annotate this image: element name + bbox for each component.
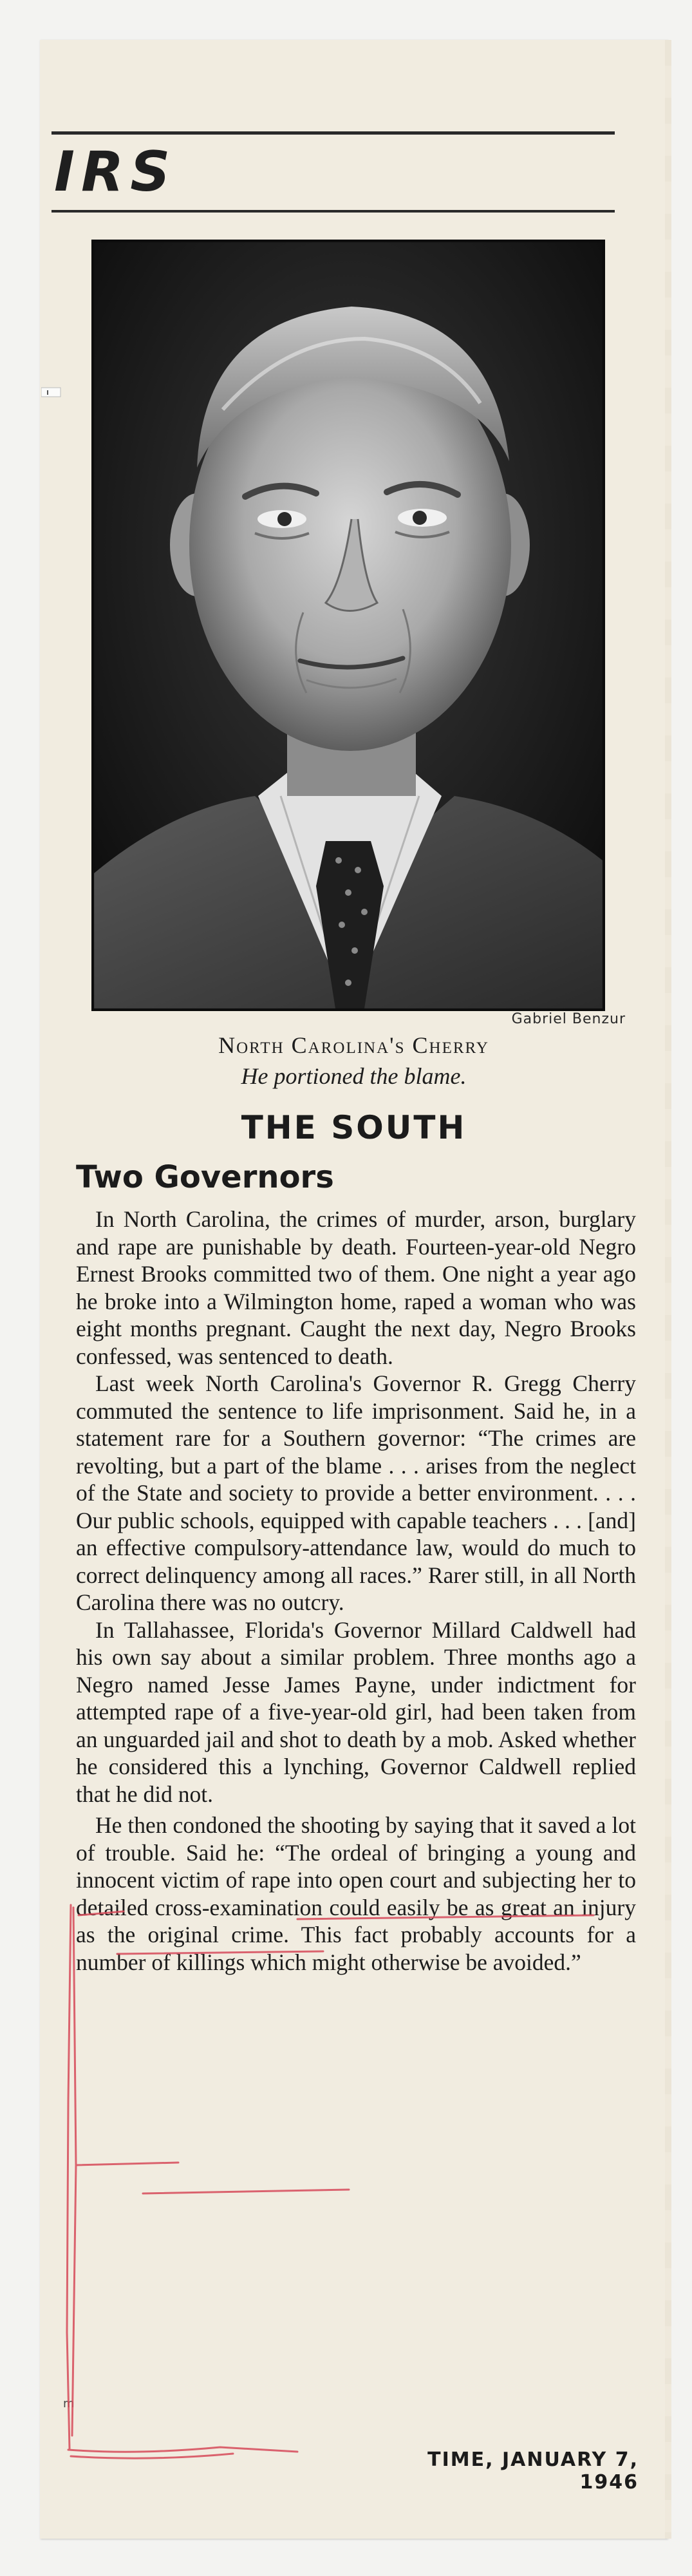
article-headline: Two Governors (76, 1159, 334, 1195)
publication-dateline: TIME, JANUARY 7, 1946 (427, 2448, 639, 2494)
article-body (76, 1206, 636, 1976)
photo-caption-subtitle: He portioned the blame. (241, 1063, 467, 1089)
margin-mark: m (63, 2397, 75, 2410)
article-paragraph: Last week North Carolina's Governor R. Gregg Cherry commuted the sentence to life imprisonment. Said he, in a statement rare for a Southern governor: “The crimes are revolting, but a part of the blame . . . arises from the neglect of the State and society to provide a better environment. . . . Our public schools, equipped with capable teachers . . . [and] an effective compulsory-attendance law, would do much to correct delinquency among all races.” Rarer still, in all North Carolina there was no outcry. (76, 1370, 636, 1615)
section-heading-fragment: IRS (54, 140, 177, 204)
article-paragraph: In Tallahassee, Florida's Governor Millard Caldwell had his own say about a similar problem. Three months ago a Negro named Jesse James Payne, under indictment for attempted rape of a five-year-old girl, had been taken from an unguarded jail and shot to death by a mob. Asked whether he considered this a lynching, Governor Caldwell replied that he did not. (76, 1616, 636, 1807)
portrait-photo (91, 240, 605, 1011)
article-paragraph: He then condoned the shooting by saying that it saved a lot of trouble. Said he: “The ordeal of bringing a young and innocent victim of rape into open court and subjecting her to detailed cross-examination could easily be as great an injury as the original crime. This fact probably accounts for a number of killings which might otherwise be avoided.” (76, 1812, 636, 1975)
margin-scrap-mark (41, 375, 67, 413)
section-title: THE SOUTH (241, 1109, 467, 1146)
photo-credit: Gabriel Benzur (511, 1011, 626, 1027)
header-rule-bottom (51, 210, 615, 213)
newspaper-clipping (40, 40, 668, 2539)
photo-caption-name: North Carolina's Cherry (218, 1032, 489, 1058)
article-paragraph: In North Carolina, the crimes of murder, arson, burglary and rape are punishable by death. Fourteen-year-old Negro Ernest Brooks committed two of them. One night a year ago he broke into a Wilmington home, raped a woman who was eight months pregnant. Caught the next day, Negro Brooks confessed, was sentenced to death. (76, 1206, 636, 1369)
torn-edge (665, 40, 671, 2539)
header-rule-top (51, 131, 615, 135)
